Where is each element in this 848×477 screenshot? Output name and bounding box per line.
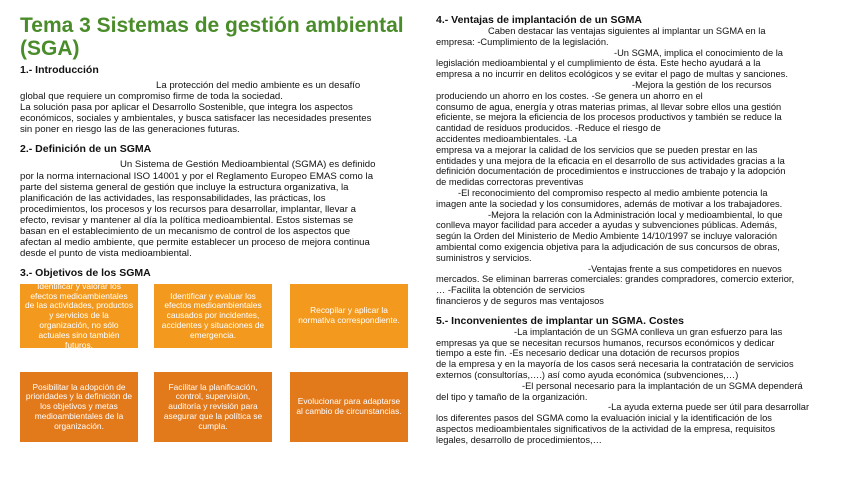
text-line: La solución pasa por aplicar el Desarrollo Sostenible, que integra los aspectos [20, 102, 353, 114]
text-line: consumo de agua, energía y otras materias primas, al llevar sobre ellos una gestión [436, 101, 782, 112]
text-line: … -Facilita la obtención de servicios [436, 285, 585, 296]
text-line: procedimientos, los procesos y los recursos para desarrollar, implantar, llevar a [20, 203, 356, 215]
text-line: -Un SGMA, implica el conocimiento de la [614, 47, 783, 58]
section-heading-definicion: 2.- Definición de un SGMA [20, 143, 152, 156]
objective-box: Facilitar la planificación, control, supervisión, auditoría y revisión para asegurar que la política se cumpla. [154, 372, 272, 442]
section-heading-objetivos: 3.- Objetivos de los SGMA [20, 267, 151, 280]
text-line: empresa: -Cumplimiento de la legislación. [436, 36, 609, 47]
text-line: -La implantación de un SGMA conlleva un gran esfuerzo para las [514, 326, 783, 337]
section-heading-introduccion: 1.- Introducción [20, 64, 99, 76]
text-line: -Mejora la gestión de los recursos [632, 79, 772, 90]
left-column [20, 14, 412, 279]
text-line: empresa a no incurrir en delitos ecológicos y se evitar el pago de multas y sanciones. [436, 69, 788, 80]
text-line: -El personal necesario para la implantación de un SGMA dependerá [522, 380, 803, 391]
text-line: definición documentación de procedimientos e instrucciones de trabajo y la adopción [436, 166, 786, 177]
text-line: efecto, revisar y mantener al día la política medioambiental. Estos sistemas se [20, 214, 354, 226]
text-line: financieros y de seguros mas ventajosos [436, 295, 604, 306]
text-line: tiempo a este fin. -Es necesario dedicar una dotación de recursos propios [436, 348, 740, 359]
text-line: imagen ante la sociedad y los consumidores, además de motivar a los trabajadores. [436, 198, 783, 209]
text-line: mercados. Se eliminan barreras comerciales: grandes compradores, comercio exterior, [436, 274, 795, 285]
objective-box: Posibilitar la adopción de prioridades y la definición de los objetivos y metas medioambientales de la organización. [20, 372, 138, 442]
text-line: del tipo y tamaño de la organización. [436, 391, 588, 402]
page-title: Tema 3 Sistemas de gestión ambiental (SGA) [20, 14, 404, 60]
text-line: sin poner en riesgo las de las generaciones futuras. [20, 124, 240, 136]
text-line: Caben destacar las ventajas siguientes al implantar un SGMA en la [488, 26, 766, 36]
text-line: conlleva mayor facilidad para acceder a ayudas y subvenciones públicas. Además, [436, 220, 778, 231]
text-line: -Mejora la relación con la Administración local y medioambiental, lo que [488, 209, 783, 220]
text-line: legales, desarrollo de procedimientos,… [436, 434, 602, 445]
objective-box: Evolucionar para adaptarse al cambio de circunstancias. [290, 372, 408, 442]
text-line: por la norma internacional ISO 14001 y por el Reglamento Europeo EMAS como la [20, 170, 374, 182]
text-line: empresa va a mejorar la calidad de los servicios que se pueden prestar en las [436, 144, 758, 155]
text-line: de medidas correctoras preventivas [436, 177, 584, 188]
objective-box: Identificar y valorar los efectos medioambientales de las actividades, productos y servicios de la organización, no sólo actuales sino también futuros. [20, 284, 138, 348]
drawbacks-paragraph [436, 327, 828, 446]
text-line: global que requiere un compromiso firme de toda la sociedad. [20, 91, 283, 103]
definition-paragraph [20, 159, 412, 259]
text-line: desde el punto de vista medioambiental. [20, 248, 192, 260]
text-line: accidentes medioambientales. -La [436, 133, 578, 144]
text-line: planificación de las actividades, las responsabilidades, las prácticas, los [20, 192, 326, 204]
text-line: empresas ya que se necesitan recursos humanos, recursos económicos y dedicar [436, 337, 775, 348]
right-column [436, 14, 828, 445]
text-line: -Ventajas frente a sus competidores en nuevos [588, 263, 782, 274]
objective-box: Recopilar y aplicar la normativa correspondiente. [290, 284, 408, 348]
text-line: -El reconocimiento del compromiso respecto al medio ambiente potencia la [458, 187, 768, 198]
section-heading-ventajas: 4.- Ventajas de implantación de un SGMA [436, 14, 642, 26]
text-line: de la empresa y en la mayoría de los casos será necesaria la contratación de servicios [436, 359, 794, 370]
text-line: legislación medioambiental y el cumplimiento de ésta. Este hecho ayudará a la [436, 58, 761, 69]
advantages-paragraph [436, 26, 828, 307]
text-line: aspectos medioambientales significativos de la actividad de la empresa, requisitos [436, 423, 776, 434]
text-line: cantidad de residuos producidos. -Reduce el riesgo de [436, 123, 661, 134]
text-line: afectan al medio ambiente, que permite establecer un proceso de mejora continua [20, 237, 370, 249]
text-line: entidades y una mejora de la eficacia en el desarrollo de sus actividades gracias a la [436, 155, 785, 166]
text-line: eficiente, se mejora la eficiencia de los procesos productivos y también se reduce la [436, 112, 782, 123]
text-line: los diferentes pasos del SGMA como la evaluación inicial y la identificación de los [436, 413, 772, 424]
text-line: económicos, sociales y ambientales, y busca satisfacer las necesidades presentes [20, 113, 372, 125]
text-line: Un Sistema de Gestión Medioambiental (SGMA) es definido [120, 159, 376, 171]
text-line: suministros y servicios. [436, 252, 532, 263]
text-line: produciendo un ahorro en los costes. -Se genera un ahorro en el [436, 90, 703, 101]
text-line: ambiental como exigencia objetiva para la adjudicación de sus concursos de obras, [436, 241, 780, 252]
text-line: -La ayuda externa puede ser útil para desarrollar [608, 402, 810, 413]
intro-paragraph [20, 80, 412, 135]
section-heading-inconvenientes: 5.- Inconvenientes de implantar un SGMA. Costes [436, 314, 684, 327]
text-line: La protección del medio ambiente es un desafío [156, 80, 361, 91]
objective-box: Identificar y evaluar los efectos medioambientales causados por incidentes, accidentes y situaciones de emergencia. [154, 284, 272, 348]
text-line: según la Orden del Ministerio de Medio Ambiente 14/10/1997 se incluye valoración [436, 231, 778, 242]
text-line: parte del sistema general de gestión que incluye la estructura organizativa, la [20, 181, 349, 193]
text-line: basan en el establecimiento de un mecanismo de control de los aspectos que [20, 226, 351, 238]
objectives-grid [20, 280, 412, 444]
text-line: externos (consultorías,….) así como ayuda económica (subvenciones,…) [436, 369, 739, 380]
